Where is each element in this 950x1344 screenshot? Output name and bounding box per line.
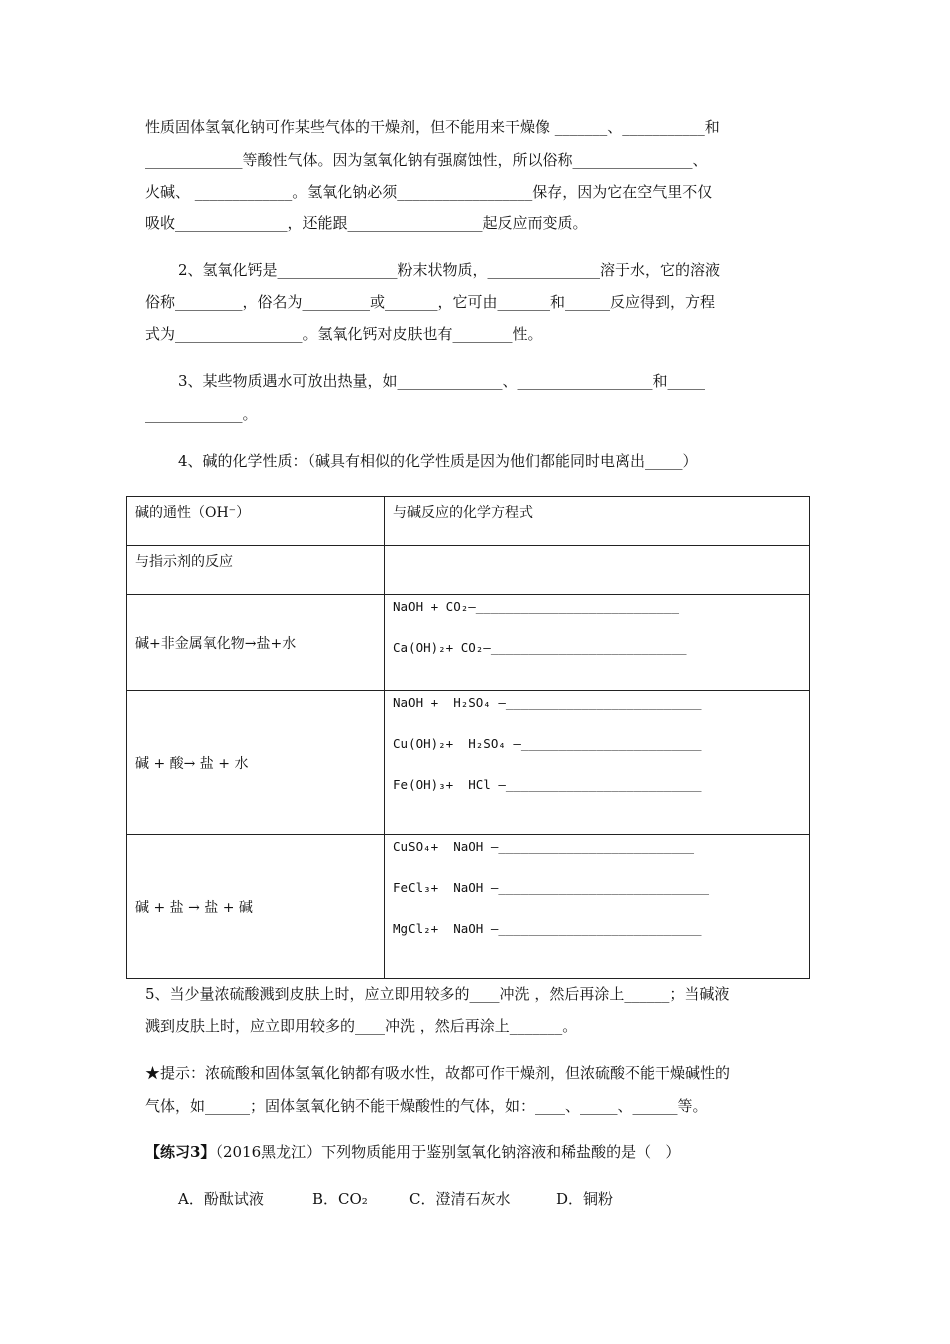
table-header-left — [127, 497, 385, 546]
row2-right — [385, 595, 810, 691]
header-right-text: 与碱反应的化学方程式 — [393, 505, 533, 521]
option-c: C．澄清石灰水 — [409, 1190, 511, 1208]
row4-left — [127, 835, 385, 979]
table-header-right — [385, 497, 810, 546]
tip-line-1: ★提示：浓硫酸和固体氢氧化钠都有吸水性，故都可作干燥剂，但浓硫酸不能干燥碱性的 — [145, 1064, 731, 1082]
row2-left-text: 碱+非金属氧化物→盐+水 — [135, 635, 297, 652]
intro-line-3: 火碱、 _____________。氢氧化钠必须__________________保存，因为它在空气里不仅 — [145, 183, 713, 201]
q3-line-2: _____________。 — [145, 405, 258, 423]
base-properties-table — [126, 496, 810, 979]
option-b: B．CO₂ — [312, 1190, 368, 1208]
row3-eq1: NaOH + H₂SO₄ —__________________________ — [393, 695, 702, 710]
row2-left — [127, 595, 385, 691]
q5-line-1: 5、当少量浓硫酸溅到皮肤上时，应立即用较多的____冲洗 ，然后再涂上______；当碱液 — [145, 985, 730, 1003]
option-d: D．铜粉 — [556, 1190, 614, 1208]
header-left-text: 碱的通性（OH⁻） — [135, 505, 251, 521]
q3-line-1: 3、某些物质遇水可放出热量，如______________、__________________和_____ — [178, 372, 706, 390]
row4-left-text: 碱 + 盐 → 盐 + 碱 — [135, 899, 253, 916]
q2-line-2: 俗称_________，俗名为_________或_______，它可由_______和______反应得到，方程 — [145, 293, 716, 311]
row2-eq2: Ca(OH)₂+ CO₂—__________________________ — [393, 640, 687, 655]
row1-right — [385, 546, 810, 595]
tip-line-2: 气体，如______；固体氢氧化钠不能干燥酸性的气体，如：____、_____、______等。 — [145, 1097, 708, 1115]
q2-line-3: 式为_________________。氢氧化钙对皮肤也有________性。 — [145, 325, 543, 343]
row1-left — [127, 546, 385, 595]
row4-eq2: FeCl₃+ NaOH —____________________________ — [393, 880, 710, 895]
row3-left-text: 碱 + 酸→ 盐 + 水 — [135, 755, 249, 772]
row3-right — [385, 691, 810, 835]
row3-eq2: Cu(OH)₂+ H₂SO₄ —________________________ — [393, 736, 702, 751]
row4-eq3: MgCl₂+ NaOH —___________________________ — [393, 921, 702, 936]
row3-eq3: Fe(OH)₃+ HCl —__________________________ — [393, 777, 702, 792]
row3-left — [127, 691, 385, 835]
option-a: A．酚酞试液 — [178, 1190, 264, 1208]
intro-line-2: _____________等酸性气体。因为氢氧化钠有强腐蚀性，所以俗称________________、 — [145, 151, 708, 169]
intro-line-4: 吸收_______________，还能跟__________________起反应而变质。 — [145, 214, 588, 232]
row2-eq1: NaOH + CO₂—___________________________ — [393, 599, 679, 614]
q5-line-2: 溅到皮肤上时，应立即用较多的____冲洗 ，然后再涂上_______。 — [145, 1017, 578, 1035]
intro-line-1: 性质固体氢氧化钠可作某些气体的干燥剂，但不能用来干燥像 _______、___________和 — [145, 118, 720, 136]
practice-line — [145, 1142, 680, 1162]
q2-line-1: 2、氢氧化钙是________________粉末状物质，_______________溶于水，它的溶液 — [178, 261, 721, 279]
row4-right — [385, 835, 810, 979]
practice-text: （2016黑龙江）下列物质能用于鉴别氢氧化钠溶液和稀盐酸的是（ ） — [215, 1143, 681, 1161]
row4-eq1: CuSO₄+ NaOH —__________________________ — [393, 839, 695, 854]
practice-label: 【练习3】 — [145, 1143, 216, 1161]
q4-title: 4、碱的化学性质：（碱具有相似的化学性质是因为他们都能同时电离出_____） — [178, 452, 698, 470]
row1-left-text: 与指示剂的反应 — [135, 554, 233, 570]
